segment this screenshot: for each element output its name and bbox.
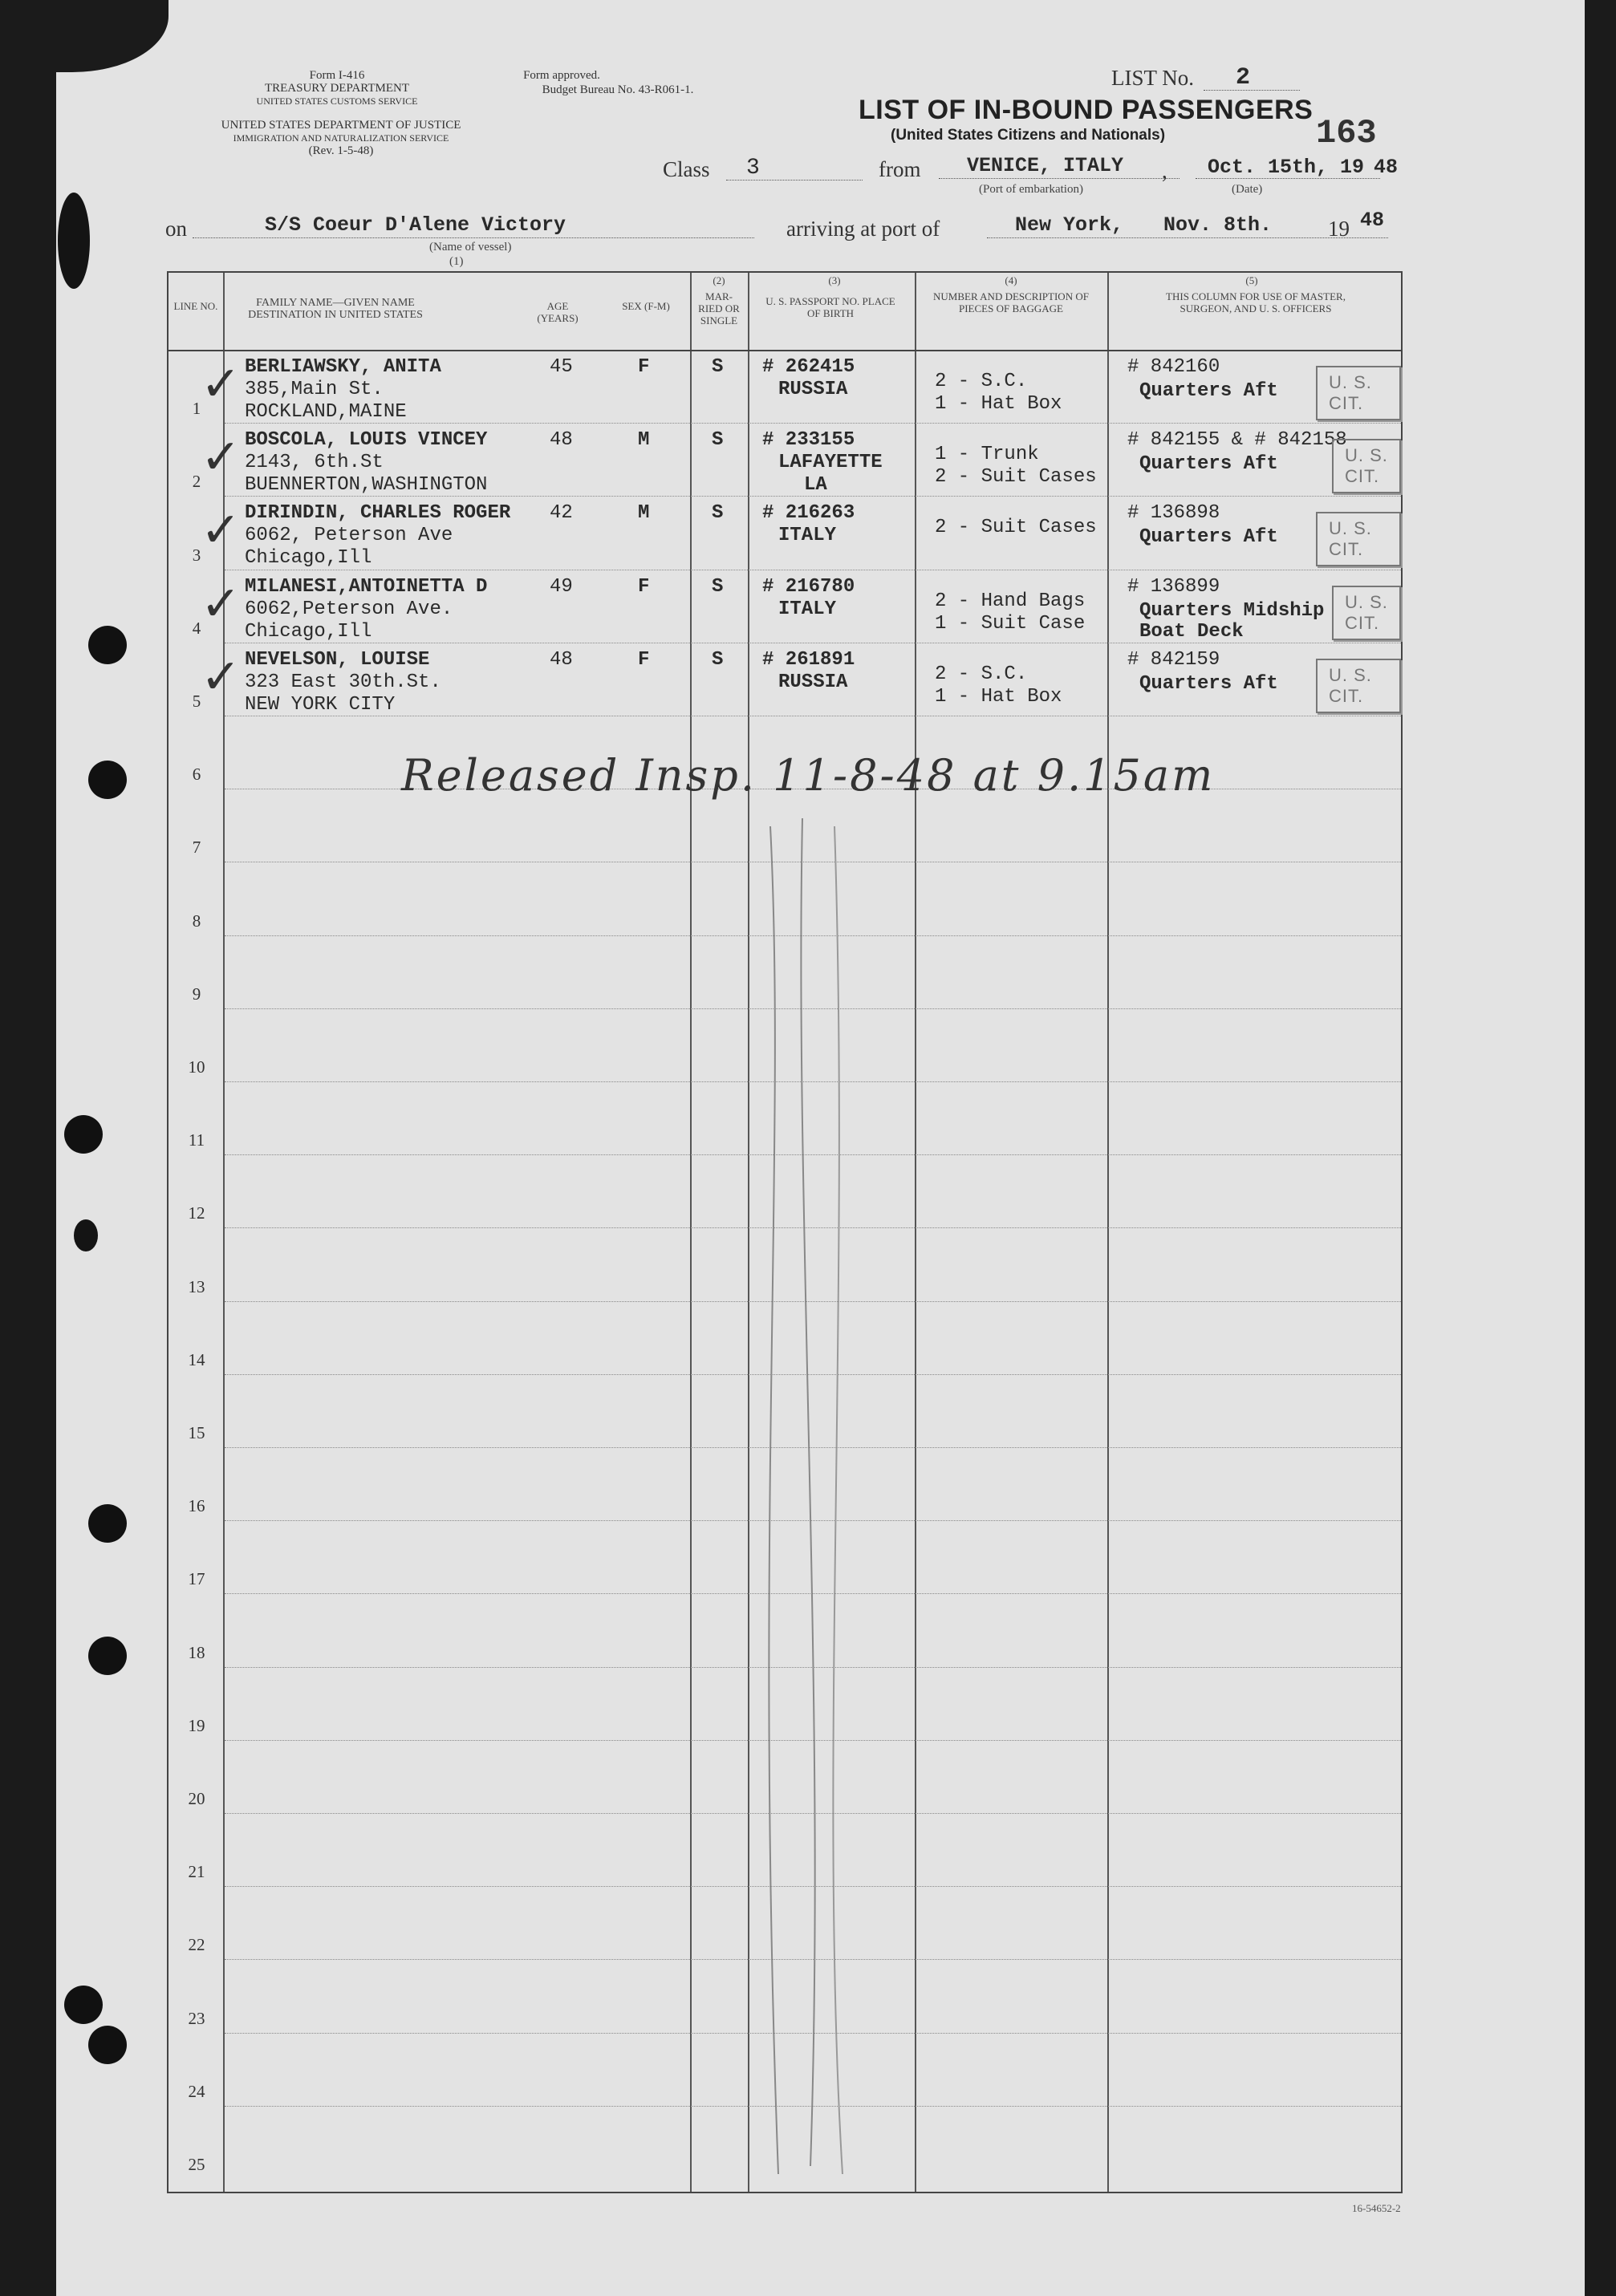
punch-hole xyxy=(64,1986,103,2024)
line-number: 24 xyxy=(188,2081,205,2101)
departure-date: Oct. 15th, 19 xyxy=(1208,156,1365,179)
punch-hole xyxy=(88,1637,127,1675)
ticket-number: # 842160 xyxy=(1127,356,1220,378)
quarters: Quarters Aft xyxy=(1139,672,1278,695)
place-of-birth: ITALY xyxy=(778,598,837,620)
baggage-line: 1 - Hat Box xyxy=(935,393,1062,415)
citizen-stamp: U. S. CIT. xyxy=(1316,366,1401,420)
place-of-birth-state: LA xyxy=(804,474,827,497)
passenger-city: Chicago,Ill xyxy=(245,547,372,570)
passport-number: # 262415 xyxy=(762,356,855,378)
passenger-age: 45 xyxy=(550,356,573,378)
passenger-name: DIRINDIN, CHARLES ROGER xyxy=(245,502,511,525)
passenger-marital: S xyxy=(712,575,724,598)
treasury-dept: TREASURY DEPARTMENT xyxy=(264,82,410,95)
line-number: 15 xyxy=(188,1423,205,1442)
place-of-birth: RUSSIA xyxy=(778,671,848,693)
place-of-birth: ITALY xyxy=(778,525,837,547)
line-number: 16 xyxy=(188,1496,205,1516)
line-number: 7 xyxy=(192,838,201,858)
date-line xyxy=(1196,178,1380,179)
list-label: LIST No. xyxy=(1111,66,1195,90)
line-number: 8 xyxy=(192,911,201,931)
passenger-address: 6062, Peterson Ave xyxy=(245,525,453,547)
col-header-num4: (4) xyxy=(1005,274,1017,286)
punch-hole xyxy=(88,1504,127,1543)
citizen-stamp: U. S. CIT. xyxy=(1332,439,1401,493)
citizen-stamp: U. S. CIT. xyxy=(1316,512,1401,566)
check-mark-icon: ✓ xyxy=(201,356,242,412)
line-number: 1 xyxy=(192,399,201,419)
col-header-age: AGE (YEARS) xyxy=(537,300,579,324)
quarters-deck: Boat Deck xyxy=(1139,620,1244,643)
punch-hole xyxy=(88,761,127,799)
line-number: 4 xyxy=(192,618,201,638)
passenger-name: BOSCOLA, LOUIS VINCEY xyxy=(245,429,488,452)
passenger-address: 6062,Peterson Ave. xyxy=(245,598,453,620)
class-label: Class xyxy=(663,157,710,181)
line-number: 22 xyxy=(188,1935,205,1955)
passenger-address: 2143, 6th.St xyxy=(245,452,384,474)
on-label: on xyxy=(165,217,187,241)
passport-number: # 261891 xyxy=(762,648,855,671)
col-header-sex: SEX (F-M) xyxy=(622,300,670,312)
passenger-city: NEW YORK CITY xyxy=(245,693,396,716)
check-mark-icon: ✓ xyxy=(201,429,242,486)
form-code: 16-54652-2 xyxy=(1352,2202,1401,2214)
line-number: 17 xyxy=(188,1569,205,1589)
document-title: LIST OF IN-BOUND PASSENGERS xyxy=(859,95,1314,125)
arrival-year: 48 xyxy=(1360,209,1385,232)
customs-service: UNITED STATES CUSTOMS SERVICE xyxy=(256,95,418,107)
port-of-embarkation: VENICE, ITALY xyxy=(967,154,1124,177)
ticket-number: # 136898 xyxy=(1127,502,1220,525)
passenger-age: 42 xyxy=(550,502,573,525)
line-number: 6 xyxy=(192,765,201,785)
passenger-city: BUENNERTON,WASHINGTON xyxy=(245,474,488,497)
col-divider xyxy=(1107,273,1109,2192)
baggage-line: 2 - S.C. xyxy=(935,663,1028,685)
col-header-baggage: NUMBER AND DESCRIPTION OF PIECES OF BAGGAGE xyxy=(933,290,1089,314)
ticket-number: # 842159 xyxy=(1127,648,1220,671)
col-header-num5: (5) xyxy=(1245,274,1258,286)
quarters: Quarters Aft xyxy=(1139,380,1278,402)
line-number: 10 xyxy=(188,1057,205,1077)
passenger-city: ROCKLAND,MAINE xyxy=(245,401,407,423)
punch-hole xyxy=(64,1115,103,1154)
passenger-marital: S xyxy=(712,429,724,452)
port-line xyxy=(939,178,1180,179)
passenger-sex: M xyxy=(638,429,650,452)
baggage-line: 1 - Hat Box xyxy=(935,685,1062,708)
line-number: 9 xyxy=(192,984,201,1004)
arriving-label: arriving at port of xyxy=(786,217,940,241)
immigration-service: IMMIGRATION AND NATURALIZATION SERVICE xyxy=(233,132,449,144)
class-line xyxy=(726,180,863,181)
justice-dept: UNITED STATES DEPARTMENT OF JUSTICE xyxy=(221,119,461,132)
passenger-sex: F xyxy=(638,648,650,671)
passenger-name: MILANESI,ANTOINETTA D xyxy=(245,575,488,598)
passport-number: # 216263 xyxy=(762,502,855,525)
form-approved: Form approved. xyxy=(523,69,600,82)
row-rule xyxy=(225,423,1401,424)
line-number: 3 xyxy=(192,545,201,565)
ink-blot xyxy=(74,1219,98,1251)
place-of-birth: RUSSIA xyxy=(778,379,848,400)
citizen-stamp: U. S. CIT. xyxy=(1316,659,1401,713)
quarters: Quarters Aft xyxy=(1139,526,1278,549)
line-number: 21 xyxy=(188,1862,205,1882)
baggage-line: 2 - Hand Bags xyxy=(935,590,1086,612)
baggage-line: 1 - Trunk xyxy=(935,444,1039,466)
arrival-port: New York, xyxy=(1015,213,1124,237)
punch-hole xyxy=(88,626,127,664)
ticket-number: # 136899 xyxy=(1127,575,1220,598)
col-divider xyxy=(690,273,692,2192)
quarters: Quarters Aft xyxy=(1139,453,1278,476)
from-label: from xyxy=(879,157,921,181)
col-header-officers: THIS COLUMN FOR USE OF MASTER, SURGEON, AND U. S. OFFICERS xyxy=(1166,290,1346,314)
vessel-line xyxy=(193,237,754,238)
passenger-table xyxy=(167,271,1403,2193)
passenger-sex: F xyxy=(638,575,650,598)
baggage-line: 2 - Suit Cases xyxy=(935,517,1097,539)
passenger-age: 48 xyxy=(550,648,573,671)
comma: , xyxy=(1162,159,1167,183)
ink-blot xyxy=(58,193,90,289)
vessel-name: S/S Coeur D'Alene Victory xyxy=(265,213,566,237)
vessel-caption: (Name of vessel) xyxy=(429,241,512,254)
check-mark-icon: ✓ xyxy=(201,575,242,632)
punch-hole xyxy=(88,2026,127,2064)
passenger-name: NEVELSON, LOUISE xyxy=(245,648,430,671)
col-header-passport: U. S. PASSPORT NO. PLACE OF BIRTH xyxy=(765,295,895,319)
line-number: 12 xyxy=(188,1203,205,1223)
form-number: Form I-416 xyxy=(309,69,365,82)
col-header-line: LINE NO. xyxy=(173,300,218,312)
line-number: 14 xyxy=(188,1349,205,1369)
pencil-marks xyxy=(754,818,883,2182)
date-caption: (Date) xyxy=(1232,183,1263,196)
line-number: 25 xyxy=(188,2155,205,2174)
passenger-marital: S xyxy=(712,356,724,378)
line-number: 20 xyxy=(188,1789,205,1808)
revision: (Rev. 1-5-48) xyxy=(308,144,374,157)
passport-number: # 216780 xyxy=(762,575,855,598)
baggage-line: 2 - S.C. xyxy=(935,371,1028,392)
col-header-name: FAMILY NAME—GIVEN NAME DESTINATION IN UNITED STATES xyxy=(248,297,423,321)
list-number-line xyxy=(1204,90,1300,91)
line-number: 11 xyxy=(188,1130,205,1150)
departure-year: 48 xyxy=(1374,156,1399,179)
document-subtitle: (United States Citizens and Nationals) xyxy=(891,127,1166,144)
baggage-line: 1 - Suit Case xyxy=(935,612,1086,635)
class-value: 3 xyxy=(746,156,760,181)
passenger-age: 48 xyxy=(550,429,573,452)
check-mark-icon: ✓ xyxy=(201,502,242,559)
list-number: 2 xyxy=(1236,64,1251,91)
col-divider xyxy=(915,273,916,2192)
line-number: 19 xyxy=(188,1715,205,1735)
passenger-marital: S xyxy=(712,648,724,671)
vessel-col-num: (1) xyxy=(449,255,464,268)
row-rule xyxy=(225,496,1401,497)
ticket-number: # 842155 & # 842158 xyxy=(1127,429,1347,452)
arrival-year-prefix: 19 xyxy=(1328,217,1350,241)
header-rule xyxy=(169,350,1401,351)
col-header-num2: (2) xyxy=(713,274,725,286)
line-number: 2 xyxy=(192,472,201,492)
page-number: 163 xyxy=(1316,114,1377,152)
passenger-sex: M xyxy=(638,502,650,525)
passenger-sex: F xyxy=(638,356,650,378)
passenger-address: 385,Main St. xyxy=(245,379,384,400)
arrival-line xyxy=(987,237,1388,238)
place-of-birth: LAFAYETTE xyxy=(778,452,883,474)
baggage-line: 2 - Suit Cases xyxy=(935,466,1097,489)
passenger-name: BERLIAWSKY, ANITA xyxy=(245,356,441,378)
arrival-date: Nov. 8th. xyxy=(1163,213,1273,237)
passenger-marital: S xyxy=(712,502,724,525)
col-header-num3: (3) xyxy=(828,274,841,286)
col-header-married: MAR-RIED OR SINGLE xyxy=(698,290,740,327)
check-mark-icon: ✓ xyxy=(201,648,242,705)
port-caption: (Port of embarkation) xyxy=(979,183,1083,196)
line-number: 13 xyxy=(188,1276,205,1296)
passenger-age: 49 xyxy=(550,575,573,598)
passenger-address: 323 East 30th.St. xyxy=(245,671,441,693)
line-number: 18 xyxy=(188,1642,205,1662)
passenger-city: Chicago,Ill xyxy=(245,620,372,643)
line-number: 5 xyxy=(192,692,201,711)
line-number: 23 xyxy=(188,2008,205,2028)
citizen-stamp: U. S. CIT. xyxy=(1332,586,1401,640)
col-divider xyxy=(748,273,749,2192)
quarters: Quarters Midship xyxy=(1139,599,1325,622)
budget-bureau: Budget Bureau No. 43-R061-1. xyxy=(542,83,694,96)
handwritten-release-note: Released Insp. 11-8-48 at 9.15am xyxy=(401,750,1216,801)
passport-number: # 233155 xyxy=(762,429,855,452)
